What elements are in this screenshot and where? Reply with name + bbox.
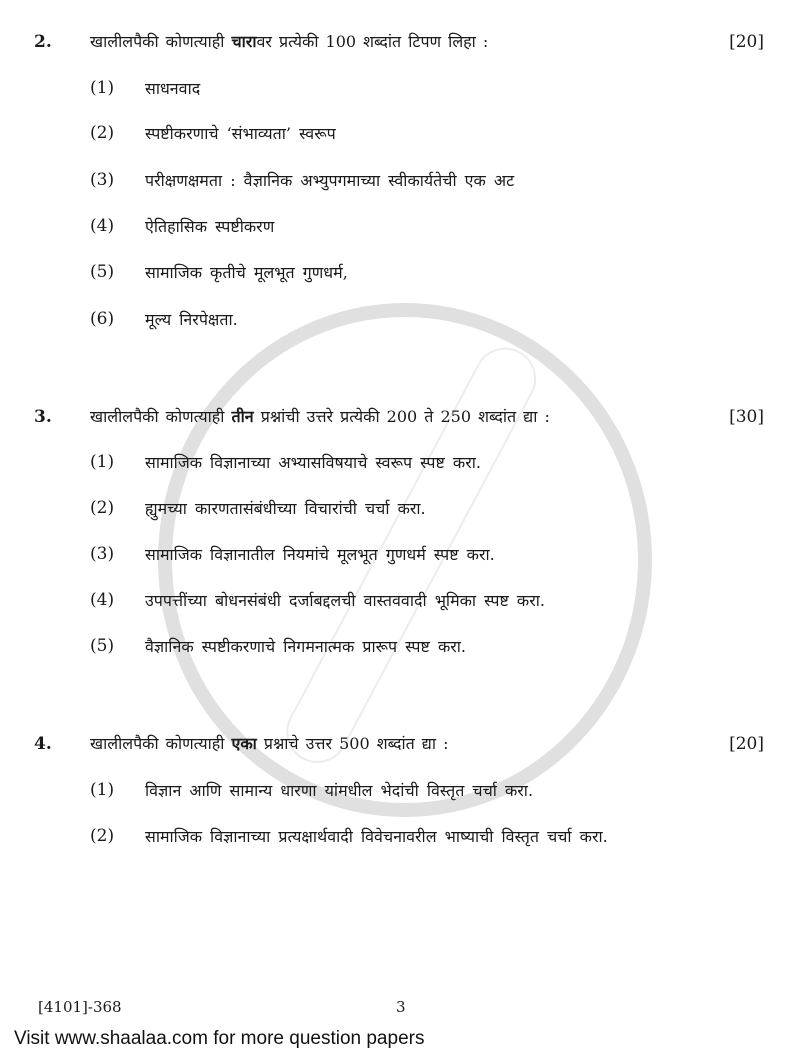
- question-instruction: [90, 734, 690, 754]
- sub-question-number: (1): [90, 452, 115, 472]
- question-instruction: [90, 407, 690, 427]
- sub-question-number: (2): [90, 123, 115, 143]
- question-marks: [20]: [729, 734, 764, 754]
- sub-question-number: (6): [90, 309, 115, 329]
- instruction-text: प्रश्नांची उत्तरे प्रत्येकी 200 ते 250 शब्दांत द्या :: [253, 407, 550, 426]
- page-number: 3: [396, 998, 406, 1016]
- instruction-text: खालीलपैकी कोणत्याही: [90, 407, 225, 426]
- sub-question-number: (5): [90, 636, 115, 656]
- sub-question-number: (2): [90, 498, 115, 518]
- question-number: 4.: [34, 734, 52, 754]
- sub-question-text: सामाजिक विज्ञानातील नियमांचे मूलभूत गुणधर्म स्पष्ट करा.: [145, 545, 495, 564]
- instruction-text: प्रश्नाचे उत्तर 500 शब्दांत द्या :: [256, 734, 449, 753]
- sub-question-number: (4): [90, 216, 115, 236]
- sub-question-number: (1): [90, 780, 115, 800]
- sub-question-text: ह्युमच्या कारणतासंबंधीच्या विचारांची चर्चा करा.: [145, 499, 426, 518]
- sub-question-text: मूल्य निरपेक्षता.: [145, 310, 238, 329]
- sub-question-text: सामाजिक विज्ञानाच्या अभ्यासविषयाचे स्वरूप स्पष्ट करा.: [145, 453, 481, 472]
- instruction-emphasis: चारा: [231, 32, 257, 51]
- sub-question-text: साधनवाद: [145, 79, 201, 98]
- sub-question-text: विज्ञान आणि सामान्य धारणा यांमधील भेदांची विस्तृत चर्चा करा.: [145, 781, 534, 800]
- instruction-text: वर प्रत्येकी 100 शब्दांत टिपण लिहा :: [256, 32, 489, 51]
- sub-question-number: (4): [90, 590, 115, 610]
- instruction-text: खालीलपैकी कोणत्याही: [90, 734, 225, 753]
- sub-question-number: (3): [90, 170, 115, 190]
- question-instruction: [90, 32, 690, 52]
- sub-question-number: (2): [90, 826, 115, 846]
- instruction-emphasis: एका: [231, 734, 257, 753]
- paper-code: [4101]-368: [38, 998, 122, 1016]
- sub-question-number: (1): [90, 78, 115, 98]
- question-number: 3.: [34, 407, 52, 427]
- question-marks: [20]: [729, 32, 764, 52]
- sub-question-text: स्पष्टीकरणाचे ‘संभाव्यता’ स्वरूप: [145, 124, 336, 143]
- question-marks: [30]: [729, 407, 764, 427]
- sub-question-number: (3): [90, 544, 115, 564]
- sub-question-text: सामाजिक कृतीचे मूलभूत गुणधर्म,: [145, 263, 348, 282]
- instruction-emphasis: तीन: [231, 407, 254, 426]
- question-number: 2.: [34, 32, 52, 52]
- visit-link[interactable]: Visit www.shaalaa.com for more question papers: [14, 1028, 425, 1049]
- sub-question-number: (5): [90, 262, 115, 282]
- instruction-text: खालीलपैकी कोणत्याही: [90, 32, 225, 51]
- sub-question-text: ऐतिहासिक स्पष्टीकरण: [145, 217, 275, 236]
- sub-question-text: परीक्षणक्षमता : वैज्ञानिक अभ्युपगमाच्या स्वीकार्यतेची एक अट: [145, 171, 515, 190]
- sub-question-text: वैज्ञानिक स्पष्टीकरणाचे निगमनात्मक प्रारूप स्पष्ट करा.: [145, 637, 467, 656]
- sub-question-text: सामाजिक विज्ञानाच्या प्रत्यक्षार्थवादी विवेचनावरील भाष्याची विस्तृत चर्चा करा.: [145, 827, 608, 846]
- sub-question-text: उपपत्तींच्या बोधनसंबंधी दर्जाबद्दलची वास्तववादी भूमिका स्पष्ट करा.: [145, 591, 545, 610]
